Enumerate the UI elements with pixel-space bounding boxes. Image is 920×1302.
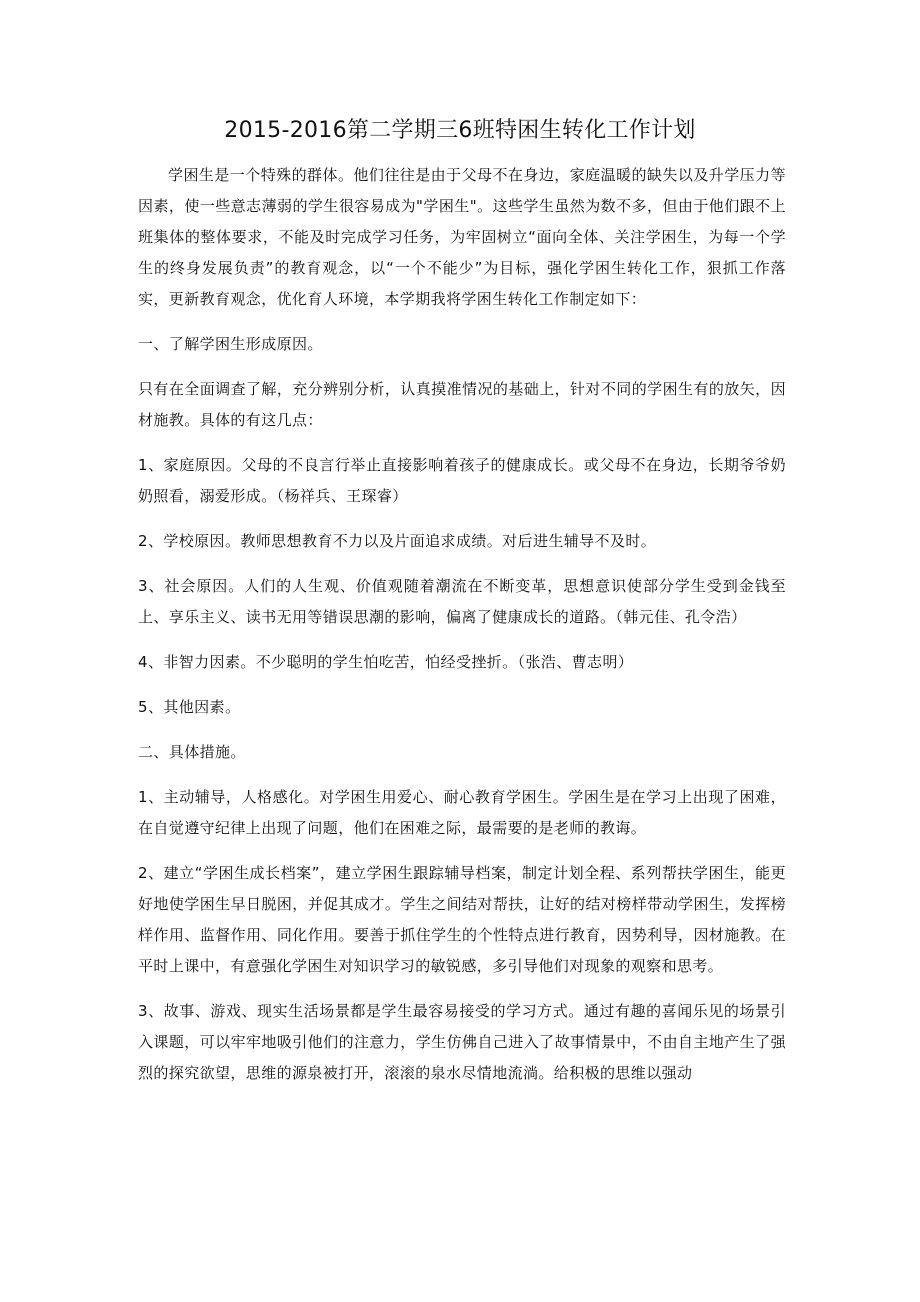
section-1-item-4: 4、非智力因素。不少聪明的学生怕吃苦，怕经受挫折。（张浩、曹志明） <box>138 653 634 671</box>
section-1-item-1: 1、家庭原因。父母的不良言行举止直接影响着孩子的健康成长。或父母不在身边，长期爷爷奶奶照看，溺爱形成。（杨祥兵、王琛睿） <box>138 456 786 505</box>
section-1-item-2: 2、学校原因。教师思想教育不力以及片面追求成绩。对后进生辅导不及时。 <box>138 532 657 550</box>
section-2-item-1: 1、主动辅导，人格感化。对学困生用爱心、耐心教育学困生。学困生是在学习上出现了困难，在自觉遵守纪律上出现了问题，他们在困难之际，最需要的是老师的教诲。 <box>138 788 786 837</box>
section-2-item-3: 3、故事、游戏、现实生活场景都是学生最容易接受的学习方式。通过有趣的喜闻乐见的场景引入课题，可以牢牢地吸引他们的注意力，学生仿佛自己进入了故事情景中，不由自主地产生了强烈的探究欲望，思维的源泉被打开，滚滚的泉水尽情地流淌。给积极的思维以强动 <box>138 1002 786 1082</box>
section-1-item-5: 5、其他因素。 <box>138 698 241 716</box>
section-1-heading: 一、了解学困生形成原因。 <box>138 335 323 353</box>
section-1-item-3: 3、社会原因。人们的人生观、价值观随着潮流在不断变革，思想意识使部分学生受到金钱至上、享乐主义、读书无用等错误思潮的影响，偏离了健康成长的道路。（韩元佳、孔令浩） <box>138 577 786 626</box>
document-body <box>138 160 786 1103</box>
intro-paragraph: 学困生是一个特殊的群体。他们往往是由于父母不在身边，家庭温暖的缺失以及升学压力等因素，使一些意志薄弱的学生很容易成为"学困生"。这些学生虽然为数不多，但由于他们跟不上班集体的整体要求，不能及时完成学习任务，为牢固树立“面向全体、关注学困生，为每一个学生的终身发展负责”的教育观念，以“一个不能少”为目标，强化学困生转化工作，狠抓工作落实，更新教育观念，优化育人环境，本学期我将学困生转化工作制定如下： <box>138 166 786 308</box>
section-2-heading: 二、具体措施。 <box>138 743 246 761</box>
section-2-item-2: 2、建立“学困生成长档案”，建立学困生跟踪辅导档案，制定计划全程、系列帮扶学困生，能更好地使学困生早日脱困，并促其成才。学生之间结对帮扶，让好的结对榜样带动学困生，发挥榜样作用、监督作用、同化作用。要善于抓住学生的个性特点进行教育，因势利导，因材施教。在平时上课中，有意强化学困生对知识学习的敏锐感，多引导他们对现象的观察和思考。 <box>138 864 786 975</box>
document-title: 2015-2016第二学期三6班特困生转化工作计划 <box>224 118 696 143</box>
section-1-lead: 只有在全面调查了解，充分辨别分析，认真摸准情况的基础上，针对不同的学困生有的放矢，因材施教。具体的有这几点： <box>138 380 786 429</box>
